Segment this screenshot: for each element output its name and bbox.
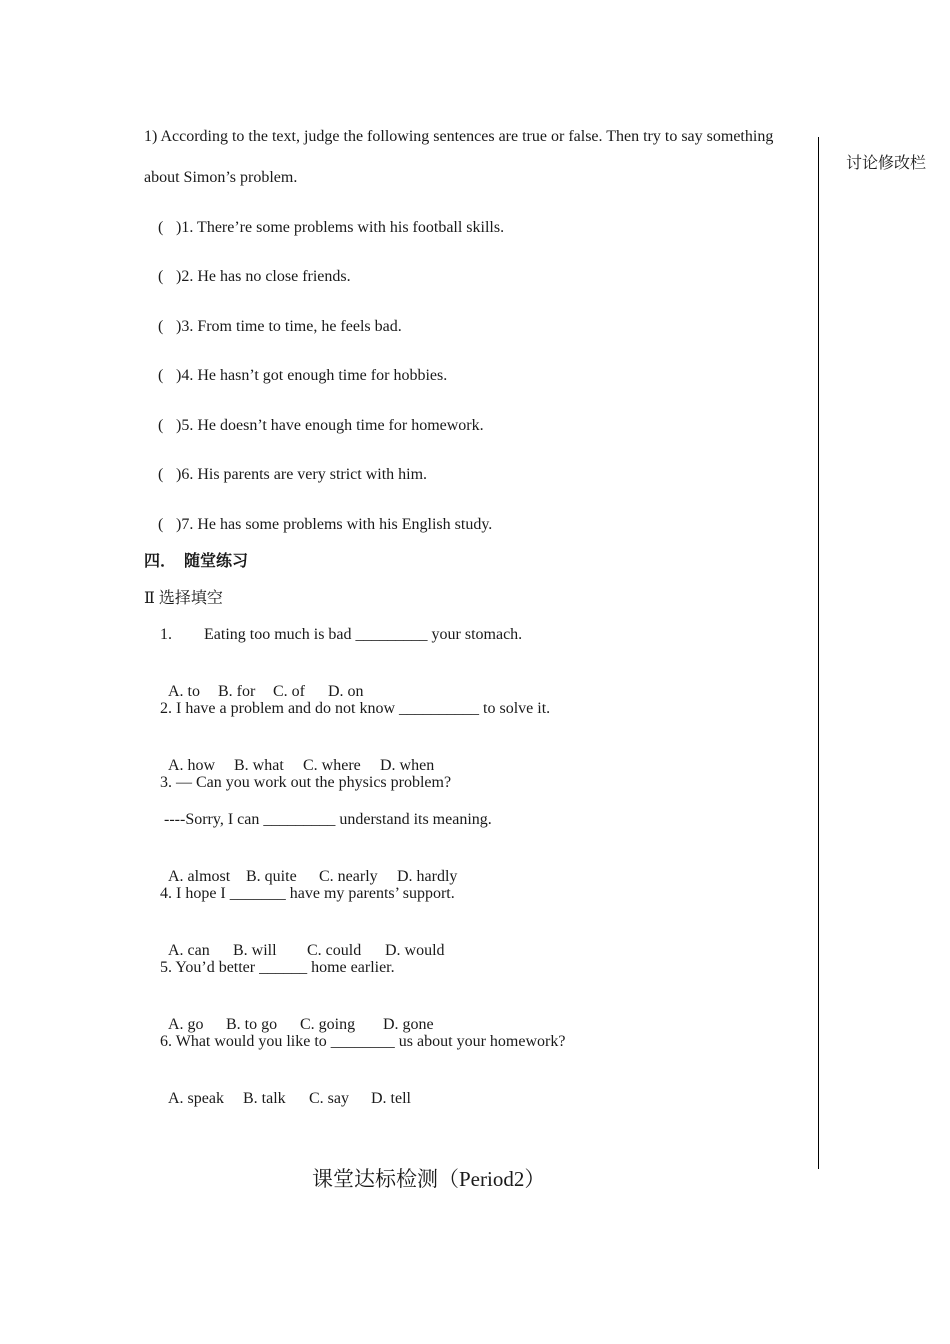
answer-paren: ( — [158, 466, 164, 483]
tf-item-1 — [158, 218, 504, 238]
intro-line-1: 1) According to the text, judge the following sentences are true or false. Then try to say something — [144, 128, 774, 145]
answer-paren: ( — [158, 219, 164, 236]
question-6: 6. What would you like to ________ us about your homework? — [160, 1033, 566, 1050]
question-2: 2. I have a problem and do not know __________ to solve it. — [160, 700, 551, 717]
question-5-options — [160, 995, 434, 1035]
option-b: B. to go — [226, 1016, 278, 1033]
option-c: C. of — [273, 683, 305, 700]
answer-paren: ( — [158, 268, 164, 285]
tf-text: )7. He has some problems with his English study. — [176, 516, 493, 533]
option-b: B. quite — [246, 868, 297, 885]
answer-paren: ( — [158, 516, 164, 533]
answer-paren: ( — [158, 318, 164, 335]
option-d: D. would — [385, 942, 445, 959]
question-1: 1. Eating too much is bad _________ your stomach. — [160, 626, 523, 643]
question-6-options — [160, 1069, 411, 1109]
tf-item-6 — [158, 465, 427, 485]
option-a: A. to — [168, 683, 200, 700]
option-c: C. nearly — [319, 868, 378, 885]
tf-text: )2. He has no close friends. — [176, 268, 351, 285]
question-3-reply: ----Sorry, I can _________ understand its meaning. — [160, 811, 492, 828]
tf-item-4 — [158, 366, 447, 386]
tf-text: )4. He hasn’t got enough time for hobbies. — [176, 367, 448, 384]
question-4-options — [160, 921, 445, 961]
question-4: 4. I hope I _______ have my parents’ support. — [160, 885, 455, 902]
option-c: C. going — [300, 1016, 356, 1033]
option-a: A. speak — [168, 1090, 224, 1107]
option-b: B. talk — [243, 1090, 286, 1107]
tf-text: )5. He doesn’t have enough time for homework. — [176, 417, 484, 434]
tf-item-7 — [158, 515, 492, 535]
option-a: A. go — [168, 1016, 204, 1033]
option-b: B. for — [218, 683, 256, 700]
option-d: D. on — [328, 683, 364, 700]
tf-text: )3. From time to time, he feels bad. — [176, 318, 402, 335]
option-d: D. hardly — [397, 868, 458, 885]
option-a: A. how — [168, 757, 216, 774]
option-d: D. when — [380, 757, 435, 774]
question-5: 5. You’d better ______ home earlier. — [160, 959, 395, 976]
tf-item-5 — [158, 416, 484, 436]
question-1-options — [160, 662, 364, 702]
period-test-title: 课堂达标检测（Period2） — [312, 1167, 546, 1191]
tf-item-3 — [158, 317, 402, 337]
option-c: C. say — [309, 1090, 349, 1107]
discussion-column-label: 讨论修改栏 — [846, 155, 927, 172]
tf-text: )1. There’re some problems with his football skills. — [176, 219, 505, 236]
option-b: B. what — [234, 757, 284, 774]
question-3-options — [160, 847, 457, 887]
option-b: B. will — [233, 942, 277, 959]
section-4-subtitle: Ⅱ 选择填空 — [144, 590, 223, 607]
question-3: 3. — Can you work out the physics problem? — [160, 774, 452, 791]
tf-text: )6. His parents are very strict with him. — [176, 466, 428, 483]
option-d: D. tell — [371, 1090, 411, 1107]
option-d: D. gone — [383, 1016, 434, 1033]
answer-paren: ( — [158, 417, 164, 434]
option-a: A. almost — [168, 868, 231, 885]
option-a: A. can — [168, 942, 210, 959]
option-c: C. could — [307, 942, 362, 959]
answer-paren: ( — [158, 367, 164, 384]
intro-line-2: about Simon’s problem. — [144, 169, 298, 186]
section-4-title: 四． 随堂练习 — [144, 553, 249, 570]
margin-divider — [818, 137, 819, 1169]
option-c: C. where — [303, 757, 361, 774]
question-2-options — [160, 736, 434, 776]
tf-item-2 — [158, 267, 351, 287]
